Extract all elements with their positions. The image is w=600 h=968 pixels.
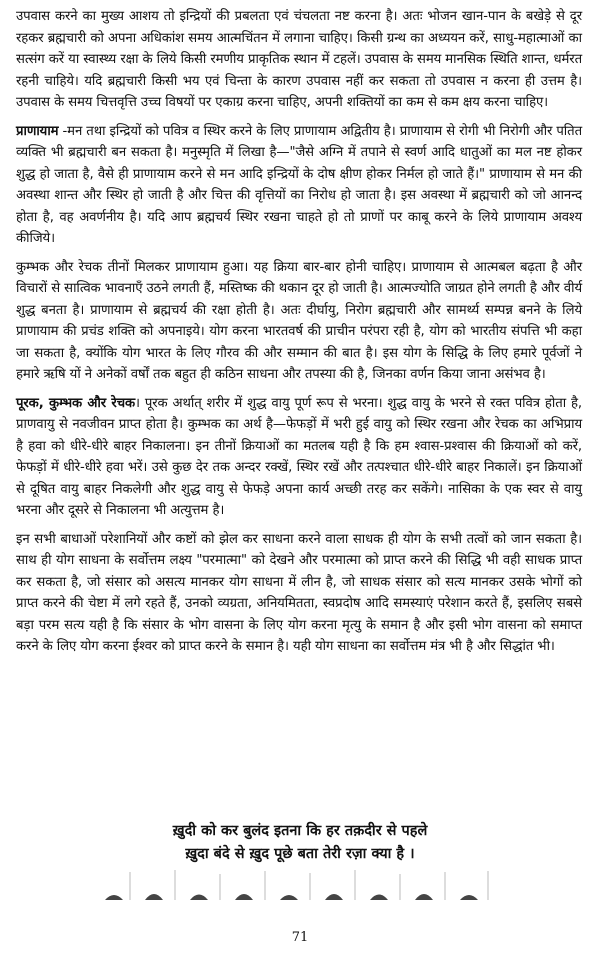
paragraph-text: इन सभी बाधाओं परेशानियों और कष्टों को झेल कर साधना करने वाला साधक ही योग के सभी तत्वों को जान सकता है। साथ ही योग साधना के सर्वोत्तम लक्ष्य "परमात्मा" को देखने और परमात्मा को प्राप्त करने की सिद्धि भी वही साधक प्राप्त कर सकता है, जो संसार को असत्य मानकर योग साधना में लीन है, जो साधक संसार को सत्य मानकर उसके भोगों को प्राप्त करने की चेष्टा में लगे रहते हैं, उनको व्यग्रता, अनियमितता, स्वप्रदोष आदि समस्याएं परेशान करते हैं, इसलिए सबसे बड़ा परम सत्य यही है कि संसार के भोग वासना के लिए योग करना मृत्यु के समान है और इसी भोग वासना को समाप्त करने के लिए योग करना ईश्वर को प्राप्त करने के समान है। यही योग साधना का सर्वोत्तम मंत्र भी है और सिद्धांत भी।	[16, 531, 582, 654]
paragraph-heading: प्राणायाम	[16, 123, 59, 139]
couplet-line-1: ख़ुदी को कर बुलंद इतना कि हर तक़दीर से पहले	[172, 823, 428, 839]
paragraph-heading: पूरक, कुम्भक और रेचक	[16, 395, 135, 411]
paragraph-text: उपवास करने का मुख्य आशय तो इन्द्रियों की प्रबलता एवं चंचलता नष्ट करना है। अतः भोजन खान-पान के बखेड़े से दूर रहकर ब्रह्मचारी को अपना अधिकांश समय आत्मचिंतन में लगाना चाहिए। किसी ग्रन्थ का अध्ययन करें, साधु-महात्माओं का सत्संग करें या स्वास्थ्य रक्षा के लिये किसी रमणीय प्राकृतिक स्थान में टहलें। उपवास के समय मानसिक स्थिति शान्त, धर्मरत रहनी चाहिये। यदि ब्रह्मचारी किसी भय एवं चिन्ता के कारण उपवास नहीं कर सकता तो उपवास न करना ही उत्तम है। उपवास के समय चित्तवृत्ति उच्च विषयों पर एकाग्र करना चाहिए, अपनी शक्तियों का कम से कम क्षय करना चाहिए।	[16, 9, 582, 110]
paragraph-text: कुम्भक और रेचक तीनों मिलकर प्राणायाम हुआ। यह क्रिया बार-बार होनी चाहिए। प्राणायाम से आत्मबल बढ़ता है और विचारों से सात्विक भावनाएँ उठने लगती हैं, मस्तिष्क की थकान दूर हो जाती है। आत्मज्योति जाग्रत होने लगती है और वीर्य शुद्ध बनता है। प्राणायाम से ब्रह्मचर्य की रक्षा होती है। अतः दीर्घायु, निरोग ब्रह्मचारी और सामर्थ्य सम्पन्न बनने के लिये प्राणायाम की प्रचंड शक्ति को अपनाइये। योग करना भारतवर्ष की प्राचीन परंपरा रही है, योग को भारतीय संपत्ति भी कहा जा सकता है, क्योंकि योग भारत के लिए गौरव की और सम्मान की बात है। इस योग के सिद्धि के लिए हमारे पूर्वजों ने हमारे ऋषि यों ने अनेकों वर्षों तक बहुत ही कठिन साधना और तपस्या की है, जिनका वर्णन किया जाना असंभव है।	[16, 259, 582, 382]
couplet	[0, 820, 600, 866]
paragraph-kumbhak	[16, 257, 582, 386]
page-number: 71	[291, 930, 309, 945]
couplet-line-2: ख़ुदा बंदे से ख़ुद पूछे बता तेरी रज़ा क्या है ।	[185, 846, 415, 862]
paragraph-fasting	[16, 6, 582, 114]
decorative-ornament	[100, 868, 500, 908]
paragraph-pranayama	[16, 121, 582, 250]
paragraph-yoga-sadhana	[16, 529, 582, 658]
paragraph-text: -मन तथा इन्द्रियों को पवित्र व स्थिर करने के लिए प्राणायाम अद्वितीय है। प्राणायाम से रोगी भी निरोगी और पतित व्यक्ति भी ब्रह्मचारी बन सकता है। मनुस्मृति में लिखा है—"जैसे अग्नि में तपाने से स्वर्ण आदि धातुओं का मल नष्ट होकर शुद्ध हो जाता है, वैसे ही प्राणायाम करने से मन आदि इन्द्रियों के दोष क्षीण होकर निर्मल हो जाते हैं।" प्राणायाम से मन की अवस्था शान्त और स्थिर हो जाती है और चित्त की वृत्तियों का निरोध हो जाता है। इस अवस्था में ब्रह्मचारी को जो आनन्द होता है, वह अवर्णनीय है। यदि आप ब्रह्मचर्य स्थिर रखना चाहते हो तो प्राणों पर काबू करने के लिये प्राणायाम अवश्य कीजिये।	[16, 123, 582, 246]
paragraph-purak-kumbhak-rechak	[16, 393, 582, 522]
paragraph-text: । पूरक अर्थात् शरीर में शुद्ध वायु पूर्ण रूप से भरना। शुद्ध वायु के भरने से रक्त पवित्र होता है, प्राणवायु से नवजीवन प्राप्त होता है। कुम्भक का अर्थ है—फेफड़ों में भरी हुई वायु को स्थिर रखना और रेचक का अभिप्राय है हवा को धीरे-धीरे बाहर निकालना। इन तीनों क्रियाओं का मतलब यही है कि हम श्वास-प्रश्वास की क्रियाओं को करें, फेफड़ों में धीरे-धीरे हवा भरें। उसे कुछ देर तक अन्दर रक्खें, स्थिर रखें और तत्पश्चात धीरे-धीरे बाहर निकालें। इन क्रियाओं से दूषित वायु बाहर निकलेगी और शुद्ध वायु से फेफड़े अपना कार्य अच्छी तरह कर सकेंगे। नासिका के एक स्वर से वायु भरना और दूसरे से निकालना भी अत्युत्तम है।	[16, 395, 582, 518]
page-body	[16, 6, 582, 665]
